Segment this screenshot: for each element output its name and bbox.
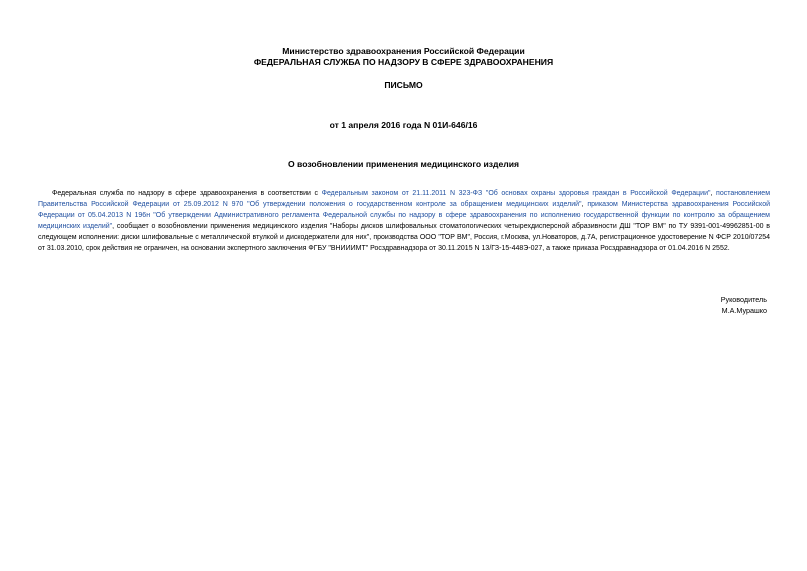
document-body (38, 189, 770, 254)
signatory-name: М.А.Мурашко (721, 306, 767, 315)
ministry-heading: Министерство здравоохранения Российской Федерации (282, 46, 525, 56)
body-text-1: Федеральная служба по надзору в сфере здравоохранения в соответствии с (52, 190, 322, 197)
body-text-4: , сообщает о возобновлении применения медицинского изделия "Наборы дисков шлифовальных стоматологических четырехдисперсной абразивности ДШ "ТОР ВМ" по ТУ 9391-001-49962851-00 в следующем исполнении: диски шлифовальные с металлической втулкой и дискодержатели для них", производства ООО "ТОР ВМ", Россия, г.Москва, ул.Новаторов, д.7А, регистрационное удостоверение N ФСР 2010/07254 от 31.03.2010, срок действия не ограничен, на основании экспертного заключения ФГБУ "ВНИИИМТ" Росздравнадзора от 30.11.2015 N 13/ГЗ-15-448Э-027, а также приказа Росздравнадзора от 01.04.2016 N 2552. (38, 222, 770, 252)
government-resolution-link[interactable]: постановлением Правительства Российской Федерации от 25.09.2012 N 970 "Об утверждении положения о государственном контроле за обращением медицинских изделий" (38, 190, 771, 208)
document-date-number: от 1 апреля 2016 года N 01И-646/16 (329, 120, 478, 130)
body-text-2: , (710, 190, 717, 197)
ministry-order-link[interactable]: приказом Министерства здравоохранения Российской Федерации от 05.04.2013 N 196н "Об утверждении Административного регламента Федеральной службы по надзору в сфере здравоохранения по исполнению государственной функции по контролю за обращением медицинских изделий" (38, 200, 771, 230)
body-text-3: , (581, 200, 588, 208)
document-subject: О возобновлении применения медицинского изделия (287, 159, 520, 169)
signature-block (721, 294, 767, 316)
body-paragraph (38, 189, 770, 254)
federal-law-link[interactable]: Федеральным законом от 21.11.2011 N 323-ФЗ "Об основах охраны здоровья граждан в Российской Федерации" (321, 190, 711, 197)
signatory-title: Руководитель (720, 295, 767, 304)
service-heading: ФЕДЕРАЛЬНАЯ СЛУЖБА ПО НАДЗОРУ В СФЕРЕ ЗДРАВООХРАНЕНИЯ (253, 57, 554, 67)
document-type: ПИСЬМО (384, 80, 423, 90)
